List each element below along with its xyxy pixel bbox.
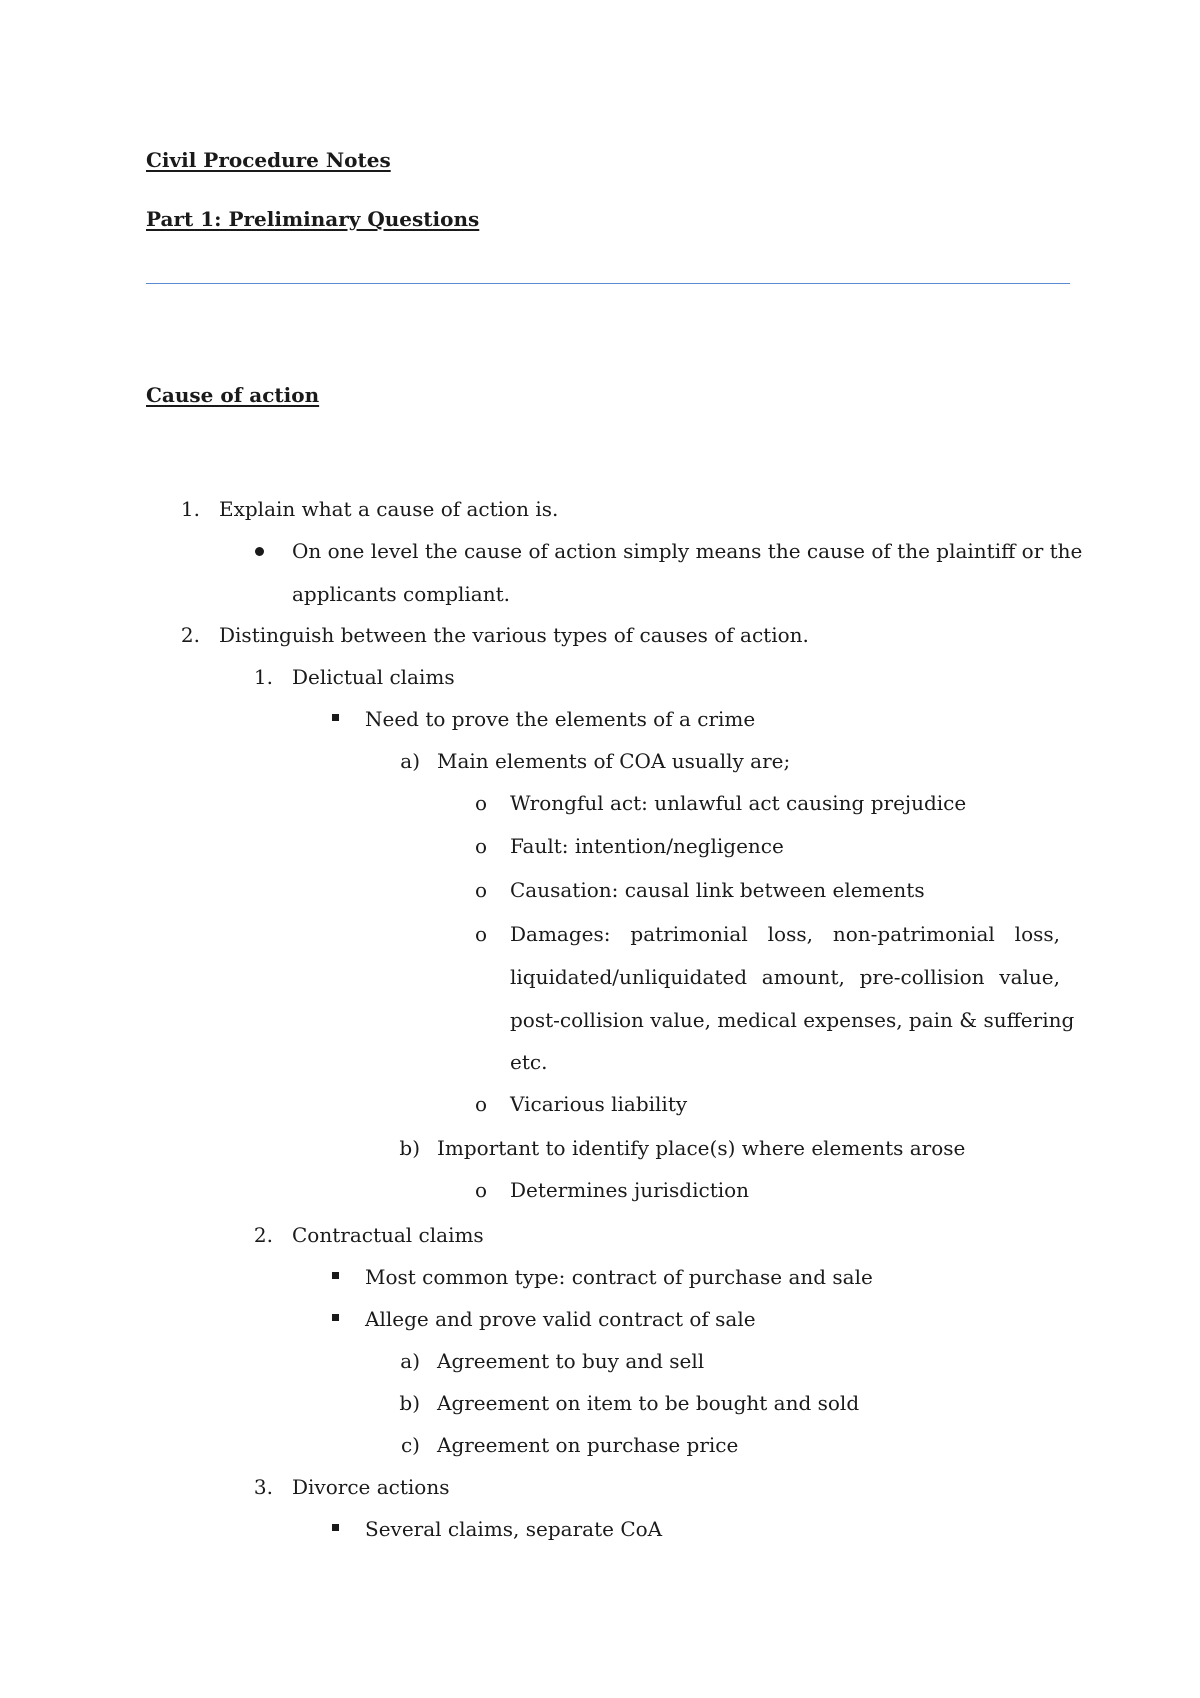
- word: Damages:: [510, 922, 611, 946]
- horizontal-divider: [146, 283, 1070, 284]
- circle-bullet-icon: o: [475, 878, 488, 902]
- word: liquidated/unliquidated: [510, 965, 748, 989]
- word: patrimonial: [630, 922, 748, 946]
- list-marker: a): [400, 1349, 420, 1373]
- list-marker: b): [399, 1136, 420, 1160]
- word: non-patrimonial: [832, 922, 995, 946]
- list-item: Distinguish between the various types of causes of action.: [219, 623, 809, 647]
- circle-bullet-icon: o: [475, 1178, 488, 1202]
- list-item: Need to prove the elements of a crime: [365, 707, 756, 731]
- list-item: Contractual claims: [292, 1223, 484, 1247]
- list-marker: 1.: [180, 497, 200, 521]
- list-marker: 2.: [253, 1223, 273, 1247]
- list-item: Vicarious liability: [510, 1092, 688, 1116]
- list-item: Agreement on purchase price: [437, 1433, 739, 1457]
- list-item-justified-line: [510, 921, 1060, 947]
- list-marker: a): [400, 749, 420, 773]
- word: amount,: [761, 965, 845, 989]
- word: loss,: [1014, 922, 1060, 946]
- bullet-icon: [255, 547, 264, 556]
- list-marker: 3.: [253, 1475, 273, 1499]
- circle-bullet-icon: o: [475, 834, 488, 858]
- section-heading: Cause of action: [146, 383, 320, 407]
- list-item: Most common type: contract of purchase and sale: [365, 1265, 873, 1289]
- list-item: On one level the cause of action simply means the cause of the plaintiff or the: [292, 539, 1083, 563]
- word: value,: [999, 965, 1060, 989]
- square-bullet-icon: [332, 1272, 339, 1279]
- list-marker: 1.: [253, 665, 273, 689]
- list-item: Wrongful act: unlawful act causing prejudice: [510, 791, 967, 815]
- list-item: Delictual claims: [292, 665, 455, 689]
- list-item: Agreement on item to be bought and sold: [437, 1391, 860, 1415]
- list-item: Allege and prove valid contract of sale: [365, 1307, 756, 1331]
- square-bullet-icon: [332, 714, 339, 721]
- square-bullet-icon: [332, 1314, 339, 1321]
- list-marker: 2.: [180, 623, 200, 647]
- list-item-justified-line: [510, 964, 1060, 990]
- list-item: Main elements of COA usually are;: [437, 749, 791, 773]
- square-bullet-icon: [332, 1524, 339, 1531]
- list-item: Agreement to buy and sell: [437, 1349, 705, 1373]
- list-item: etc.: [510, 1050, 548, 1074]
- list-item: Several claims, separate CoA: [365, 1517, 663, 1541]
- list-item: Explain what a cause of action is.: [219, 497, 559, 521]
- list-marker: b): [399, 1391, 420, 1415]
- circle-bullet-icon: o: [475, 1092, 488, 1116]
- part-heading: Part 1: Preliminary Questions: [146, 207, 480, 231]
- list-marker: c): [400, 1433, 420, 1457]
- list-item: Divorce actions: [292, 1475, 450, 1499]
- word: loss,: [767, 922, 813, 946]
- circle-bullet-icon: o: [475, 922, 488, 946]
- list-item: Fault: intention/negligence: [510, 834, 784, 858]
- document-title: Civil Procedure Notes: [146, 148, 391, 172]
- list-item: Important to identify place(s) where elements arose: [437, 1136, 966, 1160]
- word: pre-collision: [859, 965, 985, 989]
- list-item: Causation: causal link between elements: [510, 878, 925, 902]
- list-item: Determines jurisdiction: [510, 1178, 750, 1202]
- list-item: applicants compliant.: [292, 582, 510, 606]
- list-item: post-collision value, medical expenses, pain & suffering: [510, 1008, 1075, 1032]
- circle-bullet-icon: o: [475, 791, 488, 815]
